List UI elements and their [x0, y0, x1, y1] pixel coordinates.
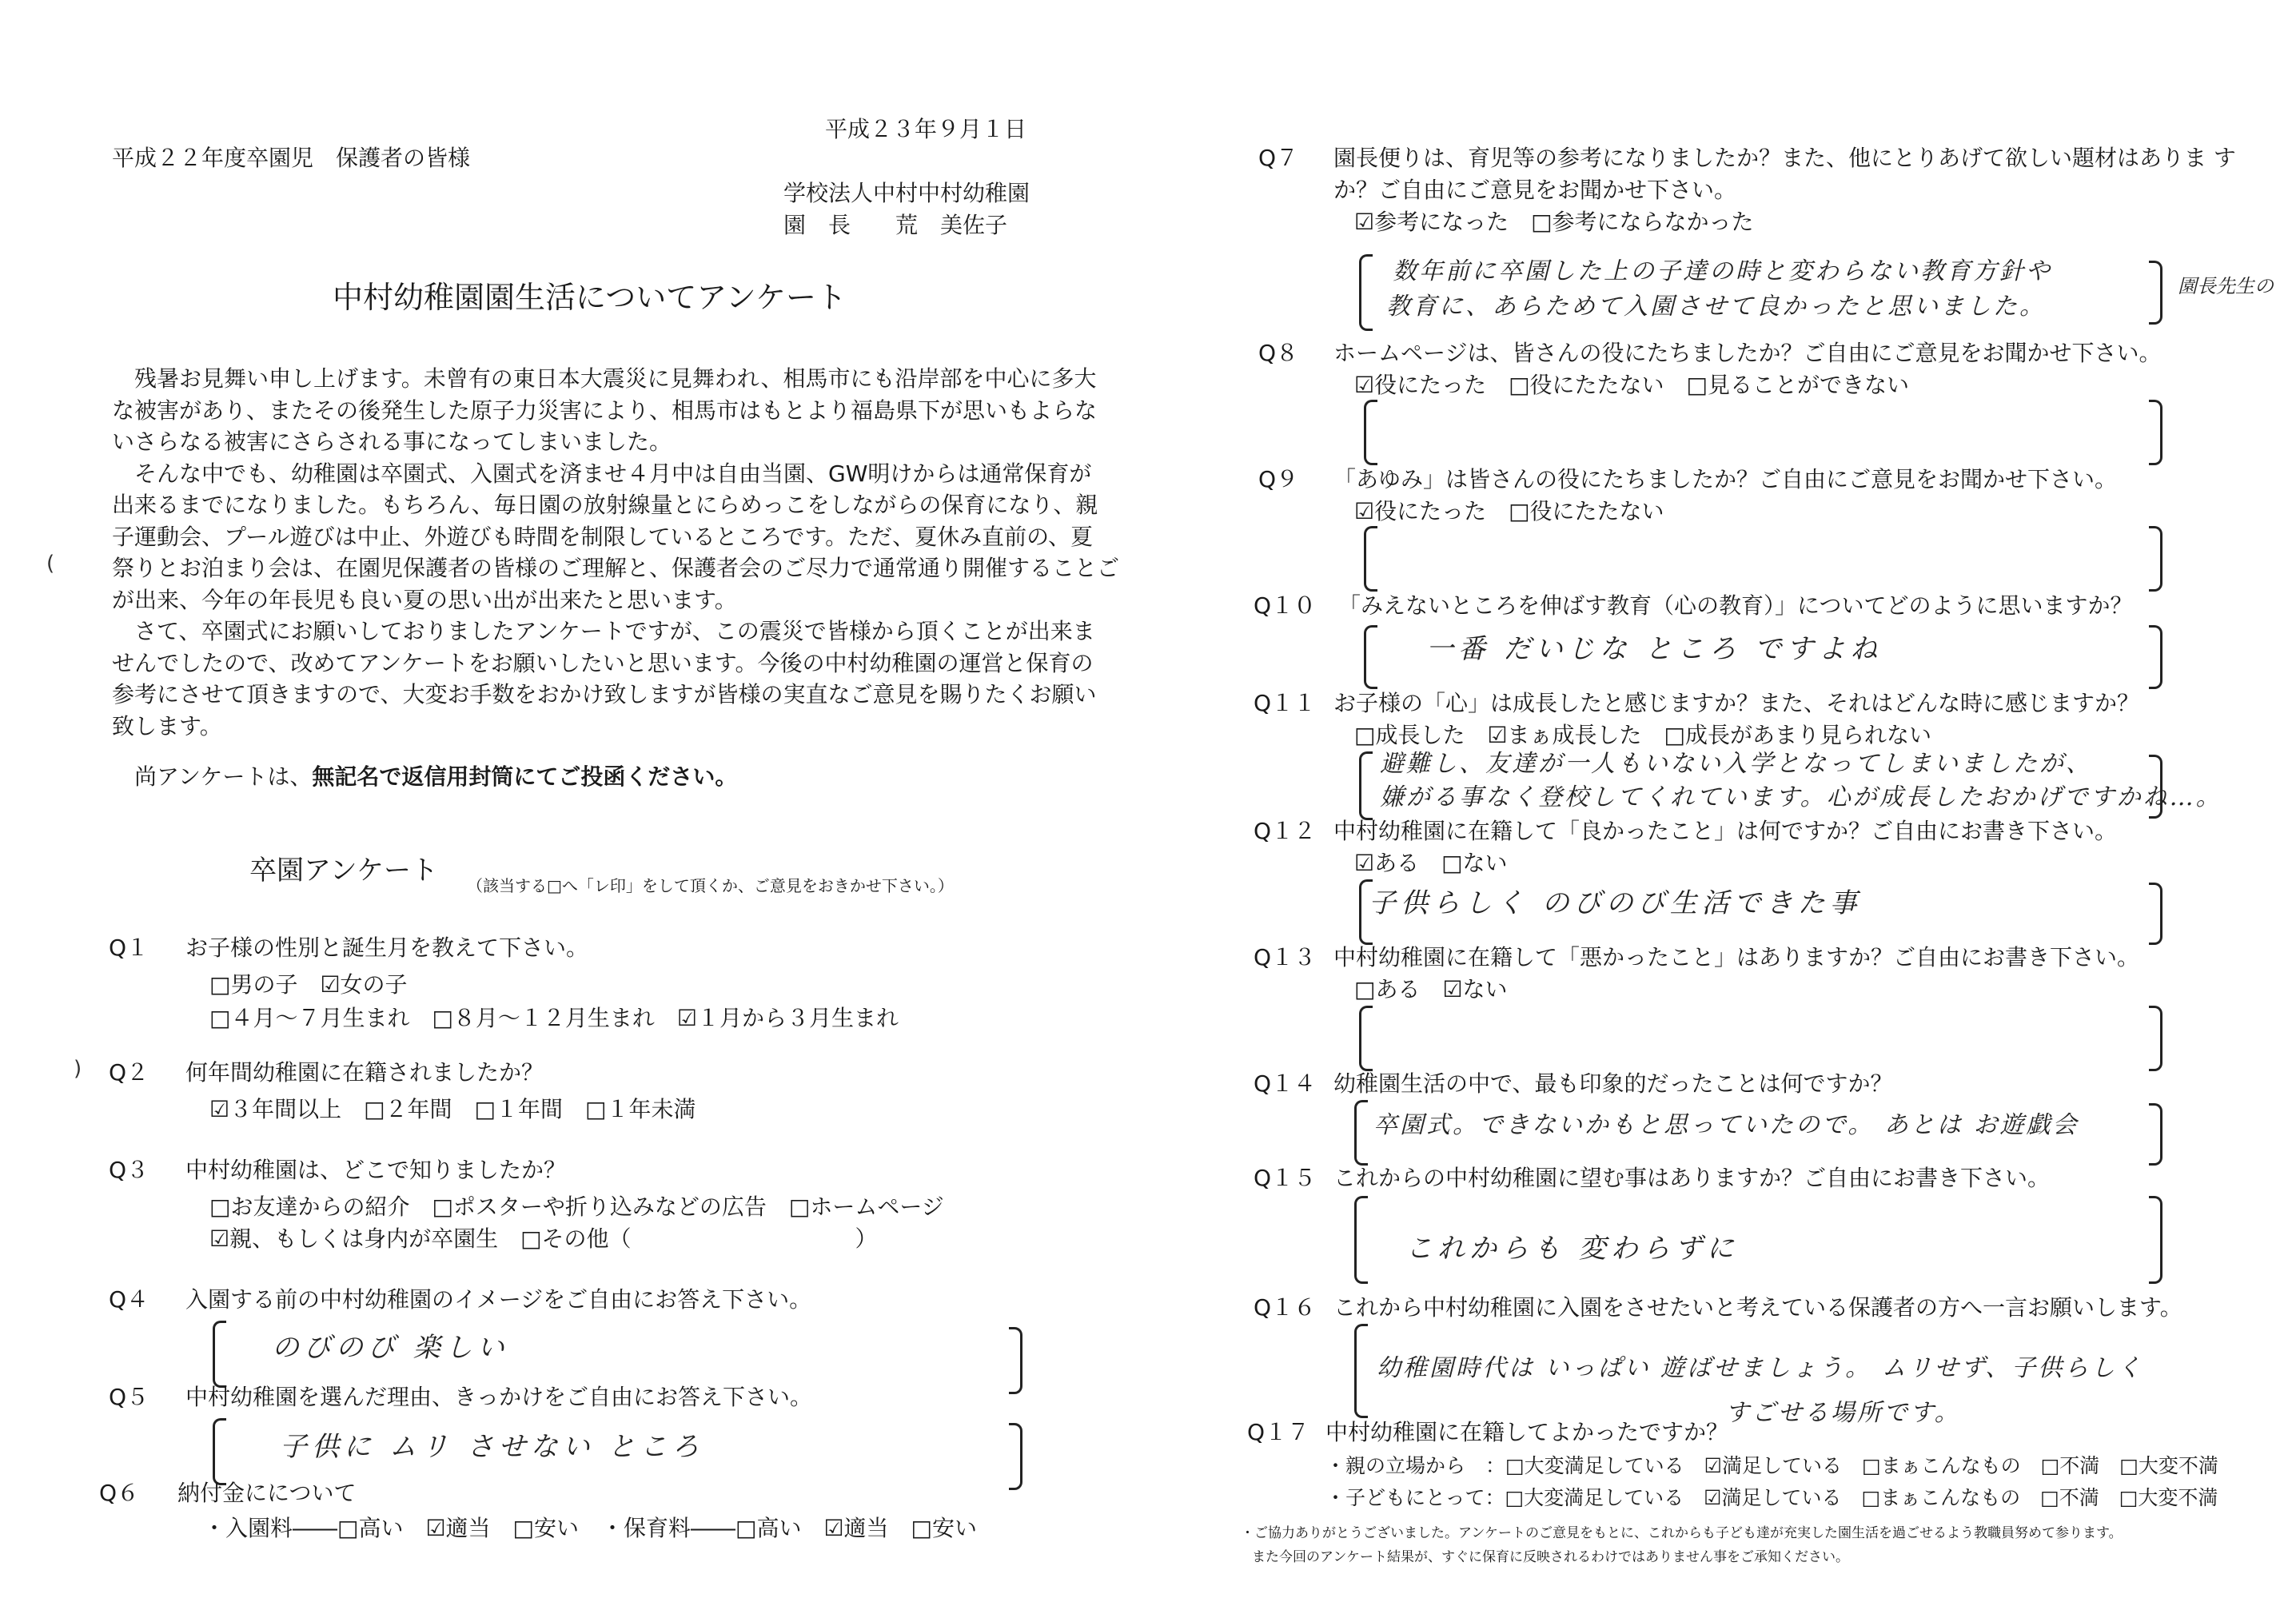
q3-number: Q３ — [109, 1157, 149, 1183]
q8-bracket-right — [2149, 400, 2162, 465]
letter-body — [112, 363, 1119, 742]
q11-options[interactable]: □成長した ☑まぁ成長した □成長があまり見られない — [1354, 722, 1932, 748]
q7-bracket-right — [2149, 261, 2162, 325]
q12-number: Q１２ — [1254, 818, 1317, 844]
letter-line: そんな中でも、幼稚園は卒園式、入園式を済ませ４月中は自由当園、GW明けからは通常保育が — [112, 460, 1092, 487]
q6-number: Q６ — [99, 1480, 140, 1506]
q12-text: 中村幼稚園に在籍して「良かったこと」は何ですか？ご自由にお書き下さい。 — [1333, 818, 2118, 844]
letter-line: いさらなる被害にさらされる事になってしまいました。 — [112, 428, 672, 455]
q9-bracket-right — [2149, 526, 2162, 592]
q6-text: 納付金にについて — [177, 1480, 357, 1506]
q7-answer-line2[interactable]: 教育に、あらためて入園させて良かったと思いました。 — [1386, 293, 2046, 321]
instruction — [112, 764, 737, 790]
q16-number: Q１６ — [1254, 1294, 1317, 1321]
q3-text: 中村幼稚園は、どこで知りましたか？ — [185, 1157, 567, 1183]
q13-bracket-left — [1359, 1006, 1373, 1071]
q6-tuition-options[interactable]: ・保育料――□高い ☑適当 □安い — [601, 1515, 978, 1541]
q8-bracket-left — [1364, 400, 1377, 465]
letter-line: 出来るまでになりました。もちろん、毎日園の放射線量とにらめっこをしながらの保育になり、親 — [112, 492, 1098, 518]
footer-note-1: ・ご協力ありがとうございました。アンケートのご意見をもとに、これからも子ども達が充実した園生活を過ごせるよう教職員努めて参ります。 — [1241, 1525, 2123, 1541]
letter-line: な被害があり、またその後発生した原子力災害により、相馬市はもとより福島県下が思いもよらな — [112, 397, 1098, 424]
q14-bracket-left — [1354, 1100, 1368, 1166]
q9-number: Q９ — [1258, 466, 1299, 492]
q15-answer[interactable]: これからも 変わらずに — [1405, 1233, 1739, 1265]
q6-enrollment-fee-options[interactable]: ・入園料――□高い ☑適当 □安い — [203, 1515, 580, 1541]
q11-number: Q１１ — [1254, 690, 1317, 716]
q5-number: Q５ — [109, 1384, 149, 1410]
q4-bracket-right — [1009, 1327, 1022, 1394]
q16-bracket-left — [1354, 1324, 1368, 1418]
q2-number: Q２ — [109, 1059, 149, 1086]
q10-text: 「みえないところを伸ばす教育（心の教育）」についてどのように思いますか？ — [1338, 592, 2133, 619]
right-page — [1148, 0, 2296, 1618]
q13-bracket-right — [2149, 1006, 2162, 1071]
footer-note-2: また今回のアンケート結果が、すぐに保育に反映されるわけではありません事をご承知ください。 — [1252, 1549, 1849, 1565]
q10-answer[interactable]: 一番 だいじな ところ ですよね — [1426, 633, 1883, 665]
q15-bracket-left — [1354, 1196, 1368, 1284]
letter-line: 致します。 — [112, 712, 222, 739]
q1-number: Q１ — [109, 935, 149, 961]
q1-birth-month-options[interactable]: □４月～７月生まれ □８月～１２月生まれ ☑１月から３月生まれ — [209, 1005, 899, 1031]
letter-line: さて、卒園式にお願いしておりましたアンケートですが、この震災で皆様から頂くことが出来ま — [112, 618, 1095, 644]
q1-text: お子様の性別と誕生月を教えて下さい。 — [185, 935, 589, 961]
q17-text: 中村幼稚園に在籍してよかったですか？ — [1325, 1419, 1729, 1445]
q8-text: ホームページは、皆さんの役にたちましたか？ご自由にご意見をお聞かせ下さい。 — [1333, 340, 2162, 366]
q8-number: Q８ — [1258, 340, 1299, 366]
q14-answer[interactable]: 卒園式。できないかもと思っていたので。 あとは お遊戯会 — [1373, 1111, 2079, 1139]
q16-answer-line1[interactable]: 幼稚園時代は いっぱい 遊ばせましょう。 ムリせず、子供らしく — [1377, 1354, 2144, 1382]
principal-name: 園 長 荒 美佐子 — [783, 212, 1008, 238]
q10-bracket-left — [1364, 625, 1377, 689]
q7-options[interactable]: ☑参考になった □参考にならなかった — [1354, 209, 1754, 235]
addressee: 平成２２年度卒園児 保護者の皆様 — [112, 145, 471, 171]
q3-options-row2[interactable]: ☑親、もしくは身内が卒園生 □その他（ ） — [209, 1225, 878, 1252]
letter-line: 残暑お見舞い申し上げます。未曾有の東日本大震災に見舞われ、相馬市にも沿岸部を中心に多大 — [112, 365, 1097, 392]
letter-line: せんでしたので、改めてアンケートをお願いしたいと思います。今後の中村幼稚園の運営と保育の — [112, 649, 1094, 676]
q9-options[interactable]: ☑役にたった □役にたたない — [1354, 498, 1664, 524]
q15-bracket-right — [2149, 1196, 2162, 1284]
q12-answer[interactable]: 子供らしく のびのび生活できた事 — [1369, 887, 1862, 919]
q15-number: Q１５ — [1254, 1165, 1317, 1191]
q7-number: Q７ — [1258, 145, 1299, 171]
q4-answer[interactable]: のびのび 楽しい — [272, 1332, 509, 1364]
q12-options[interactable]: ☑ある □ない — [1354, 850, 1508, 876]
q11-text: お子様の「心」は成長したと感じますか？また、それはどんな時に感じますか？ — [1333, 690, 2140, 716]
margin-mark: ) — [74, 1057, 82, 1081]
q8-options[interactable]: ☑役にたった □役にたたない □見ることができない — [1354, 372, 1910, 398]
q4-text: 入園する前の中村幼稚園のイメージをご自由にお答え下さい。 — [185, 1286, 812, 1313]
issue-date: 平成２３年９月１日 — [825, 116, 1027, 142]
q7-answer-side-note[interactable]: 園長先生の — [2178, 275, 2274, 297]
instruction-prefix: 尚アンケートは、 — [112, 763, 313, 790]
page-title: 中村幼稚園園生活についてアンケート — [333, 280, 847, 315]
school-name: 学校法人中村中村幼稚園 — [783, 180, 1030, 206]
instruction-bold: 無記名で返信用封筒にてご投函ください。 — [312, 763, 738, 790]
q11-answer-line1[interactable]: 避難し、友達が一人もいない入学となってしまいましたが、 — [1380, 750, 2092, 778]
q2-text: 何年間幼稚園に在籍されましたか？ — [185, 1059, 544, 1086]
q5-bracket-right — [1009, 1423, 1022, 1490]
q15-text: これからの中村幼稚園に望む事はありますか？ご自由にお書き下さい。 — [1333, 1165, 2051, 1191]
q5-answer[interactable]: 子供に ムリ させない ところ — [280, 1431, 704, 1463]
q12-bracket-right — [2149, 883, 2162, 945]
q9-bracket-left — [1364, 526, 1377, 592]
q5-text: 中村幼稚園を選んだ理由、きっかけをご自由にお答え下さい。 — [185, 1384, 813, 1410]
q17-parent-options[interactable]: ・親の立場から ：□大変満足している ☑満足している □まぁこんなもの □不満 □大変不満 — [1325, 1454, 2218, 1477]
survey-title: 卒園アンケート — [249, 855, 438, 887]
q17-number: Q１７ — [1247, 1419, 1310, 1445]
q3-options-row1[interactable]: □お友達からの紹介 □ポスターや折り込みなどの広告 □ホームページ — [209, 1194, 944, 1220]
margin-mark: ( — [46, 552, 55, 576]
q13-number: Q１３ — [1254, 944, 1317, 970]
q7-bracket-left — [1359, 254, 1373, 331]
letter-line: 参考にさせて頂きますので、大変お手数をおかけ致しますが皆様の実直なご意見を賜りたくお願い — [112, 681, 1097, 707]
q11-answer-line2[interactable]: 嫌がる事なく登校してくれています。心が成長したおかげですかね…。 — [1380, 783, 2222, 811]
q7-text-line2: か？ご自由にご意見をお聞かせ下さい。 — [1333, 177, 1737, 203]
q16-answer-line2[interactable]: すごせる場所です。 — [1725, 1399, 1961, 1427]
q10-bracket-right — [2149, 625, 2162, 689]
q7-text-line1: 園長便りは、育児等の参考になりましたか？また、他にとりあげて欲しい題材はありま す — [1333, 145, 2236, 171]
letter-line: 祭りとお泊まり会は、在園児保護者の皆様のご理解と、保護者会のご尽力で通常通り開催することご — [112, 555, 1120, 581]
q1-gender-options[interactable]: □男の子 ☑女の子 — [209, 971, 408, 998]
q7-answer-line1[interactable]: 数年前に卒園した上の子達の時と変わらない教育方針や — [1393, 257, 2052, 285]
q16-text: これから中村幼稚園に入園をさせたいと考えている保護者の方へ一言お願いします。 — [1333, 1294, 2182, 1321]
q13-options[interactable]: □ある ☑ない — [1354, 976, 1508, 1002]
q14-number: Q１４ — [1254, 1070, 1317, 1097]
q10-number: Q１０ — [1254, 592, 1317, 619]
q14-bracket-right — [2149, 1103, 2162, 1166]
q11-bracket-left — [1359, 751, 1373, 820]
survey-note: （該当する□へ「レ印」をして頂くか、ご意見をおきかせ下さい。） — [467, 876, 954, 895]
q9-text: 「あゆみ」は皆さんの役にたちましたか？ご自由にご意見をお聞かせ下さい。 — [1333, 466, 2118, 492]
letter-line: が出来、今年の年長児も良い夏の思い出が出来たと思います。 — [112, 586, 737, 613]
letter-line: 子運動会、プール遊びは中止、外遊びも時間を制限しているところです。ただ、夏休み直前の、夏 — [112, 523, 1093, 550]
q14-text: 幼稚園生活の中で、最も印象的だったことは何ですか？ — [1333, 1070, 1893, 1097]
q13-text: 中村幼稚園に在籍して「悪かったこと」はありますか？ご自由にお書き下さい。 — [1333, 944, 2140, 970]
q4-bracket-left — [213, 1321, 226, 1388]
q17-child-options[interactable]: ・子どもにとって：□大変満足している ☑満足している □まぁこんなもの □不満 □大変不満 — [1325, 1486, 2218, 1509]
q4-number: Q４ — [109, 1286, 149, 1313]
q5-bracket-left — [213, 1418, 226, 1485]
q2-options[interactable]: ☑３年間以上 □２年間 □１年間 □１年未満 — [209, 1096, 696, 1122]
